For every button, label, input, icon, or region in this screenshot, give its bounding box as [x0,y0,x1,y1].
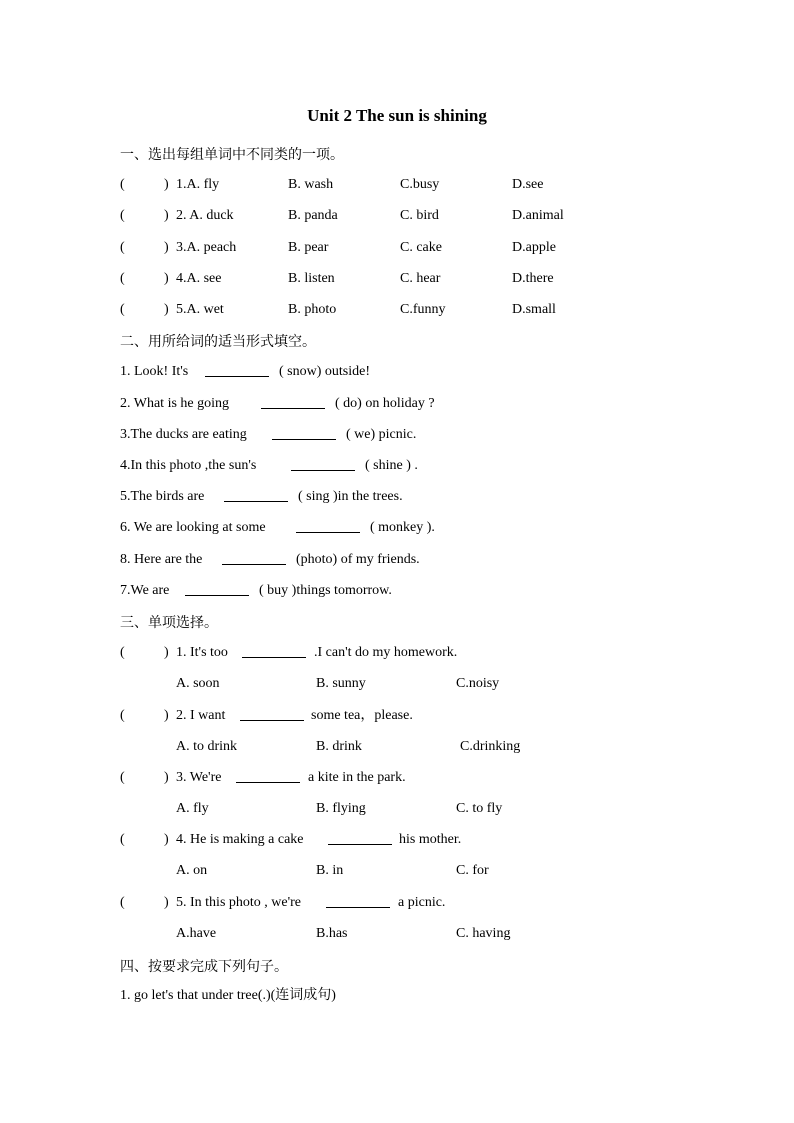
answer-paren-open: ( [120,177,125,192]
question-text-end: a picnic. [398,895,446,910]
option-c[interactable]: C. to fly [456,801,503,816]
section1-heading: 一、选出每组单词中不同类的一项。 [120,147,344,163]
option-a[interactable]: A. to drink [176,739,238,754]
option-b: B. wash [288,177,334,192]
option-b[interactable]: B. in [316,863,344,878]
answer-blank[interactable] [130,768,164,788]
question-text: 5.The birds are [120,489,205,504]
option-c: C. hear [400,271,441,286]
option-b: B. pear [288,240,329,255]
option-d: D.see [512,177,544,192]
answer-paren-open: ( [120,208,125,223]
option-d: D.small [512,302,556,317]
answer-blank[interactable] [130,830,164,850]
question-text: 5. In this photo , we're [176,895,302,910]
question-text-end: .I can't do my homework. [314,645,458,660]
option-d: D.animal [512,208,564,223]
hint-word: ( snow) outside! [279,364,370,379]
question-text: 4.In this photo ,the sun's [120,458,257,473]
question-text-end: a kite in the park. [308,770,406,785]
option-c: C. cake [400,240,442,255]
option-a[interactable]: A. soon [176,676,220,691]
answer-paren-close: ) [164,895,169,910]
answer-blank[interactable] [272,439,336,440]
question-text: 1. Look! It's [120,364,189,379]
fill-blank-line[interactable] [326,907,390,908]
answer-paren-close: ) [164,832,169,847]
section2-heading: 二、用所给词的适当形式填空。 [120,334,316,350]
answer-blank[interactable] [296,532,360,533]
answer-blank[interactable] [205,376,269,377]
sentence-item: 1. go let's that under tree(.)(连词成句) [120,988,336,1003]
answer-paren-close: ) [164,302,169,317]
question-text-end: some tea，please. [311,708,413,723]
hint-word: ( we) picnic. [346,427,417,442]
answer-paren-open: ( [120,302,125,317]
option-b[interactable]: B. sunny [316,676,366,691]
question-text: 1. It's too [176,645,228,660]
option-b: B. listen [288,271,335,286]
answer-blank[interactable] [224,501,288,502]
answer-paren-open: ( [120,645,125,660]
question-text: 3.The ducks are eating [120,427,247,442]
answer-blank[interactable] [291,470,355,471]
answer-paren-close: ) [164,708,169,723]
question-text: 6. We are looking at some [120,520,266,535]
option-b: B. panda [288,208,338,223]
answer-paren-open: ( [120,895,125,910]
option-d: D.there [512,271,554,286]
option-c[interactable]: C. having [456,926,511,941]
option-a[interactable]: A. fly [176,801,209,816]
answer-paren-open: ( [120,832,125,847]
section3-heading: 三、单项选择。 [120,615,218,631]
answer-paren-close: ) [164,645,169,660]
question-text: 8. Here are the [120,552,203,567]
answer-blank[interactable] [130,706,164,726]
answer-paren-close: ) [164,770,169,785]
question-text: 2. I want [176,708,226,723]
answer-blank[interactable] [130,269,164,289]
fill-blank-line[interactable] [328,844,392,845]
option-c[interactable]: C.noisy [456,676,500,691]
option-b[interactable]: B. flying [316,801,366,816]
hint-word: (photo) of my friends. [296,552,420,567]
answer-paren-open: ( [120,770,125,785]
section4-heading: 四、按要求完成下列句子。 [120,959,288,975]
question-text: 4. He is making a cake [176,832,304,847]
question-text: 3. We're [176,770,222,785]
answer-blank[interactable] [130,643,164,663]
answer-paren-open: ( [120,271,125,286]
option-c[interactable]: C.drinking [460,739,521,754]
hint-word: ( monkey ). [370,520,435,535]
answer-paren-close: ) [164,271,169,286]
option-c: C.busy [400,177,440,192]
answer-paren-open: ( [120,240,125,255]
option-a[interactable]: A.have [176,926,217,941]
question-text: 2. What is he going [120,396,230,411]
answer-blank[interactable] [130,238,164,258]
answer-blank[interactable] [261,408,325,409]
option-a: 1.A. fly [176,177,220,192]
option-b[interactable]: B. drink [316,739,362,754]
option-b[interactable]: B.has [316,926,348,941]
answer-paren-open: ( [120,708,125,723]
hint-word: ( shine ) . [365,458,418,473]
answer-blank[interactable] [185,595,249,596]
answer-paren-close: ) [164,177,169,192]
page-title: Unit 2 The sun is shining [307,106,487,125]
answer-paren-close: ) [164,240,169,255]
option-c: C. bird [400,208,439,223]
hint-word: ( do) on holiday ? [335,396,435,411]
option-a: 2. A. duck [176,208,234,223]
fill-blank-line[interactable] [240,720,304,721]
hint-word: ( buy )things tomorrow. [259,583,392,598]
answer-paren-close: ) [164,208,169,223]
option-a: 4.A. see [176,271,222,286]
option-c[interactable]: C. for [456,863,489,878]
question-text: 7.We are [120,583,170,598]
hint-word: ( sing )in the trees. [298,489,403,504]
fill-blank-line[interactable] [242,657,306,658]
question-text-end: his mother. [399,832,462,847]
option-c: C.funny [400,302,446,317]
option-a[interactable]: A. on [176,863,208,878]
option-a: 5.A. wet [176,302,224,317]
answer-blank[interactable] [130,175,164,195]
answer-blank[interactable] [130,893,164,913]
answer-blank[interactable] [222,564,286,565]
option-d: D.apple [512,240,556,255]
answer-blank[interactable] [130,300,164,320]
option-a: 3.A. peach [176,240,237,255]
fill-blank-line[interactable] [236,782,300,783]
answer-blank[interactable] [130,206,164,226]
option-b: B. photo [288,302,337,317]
